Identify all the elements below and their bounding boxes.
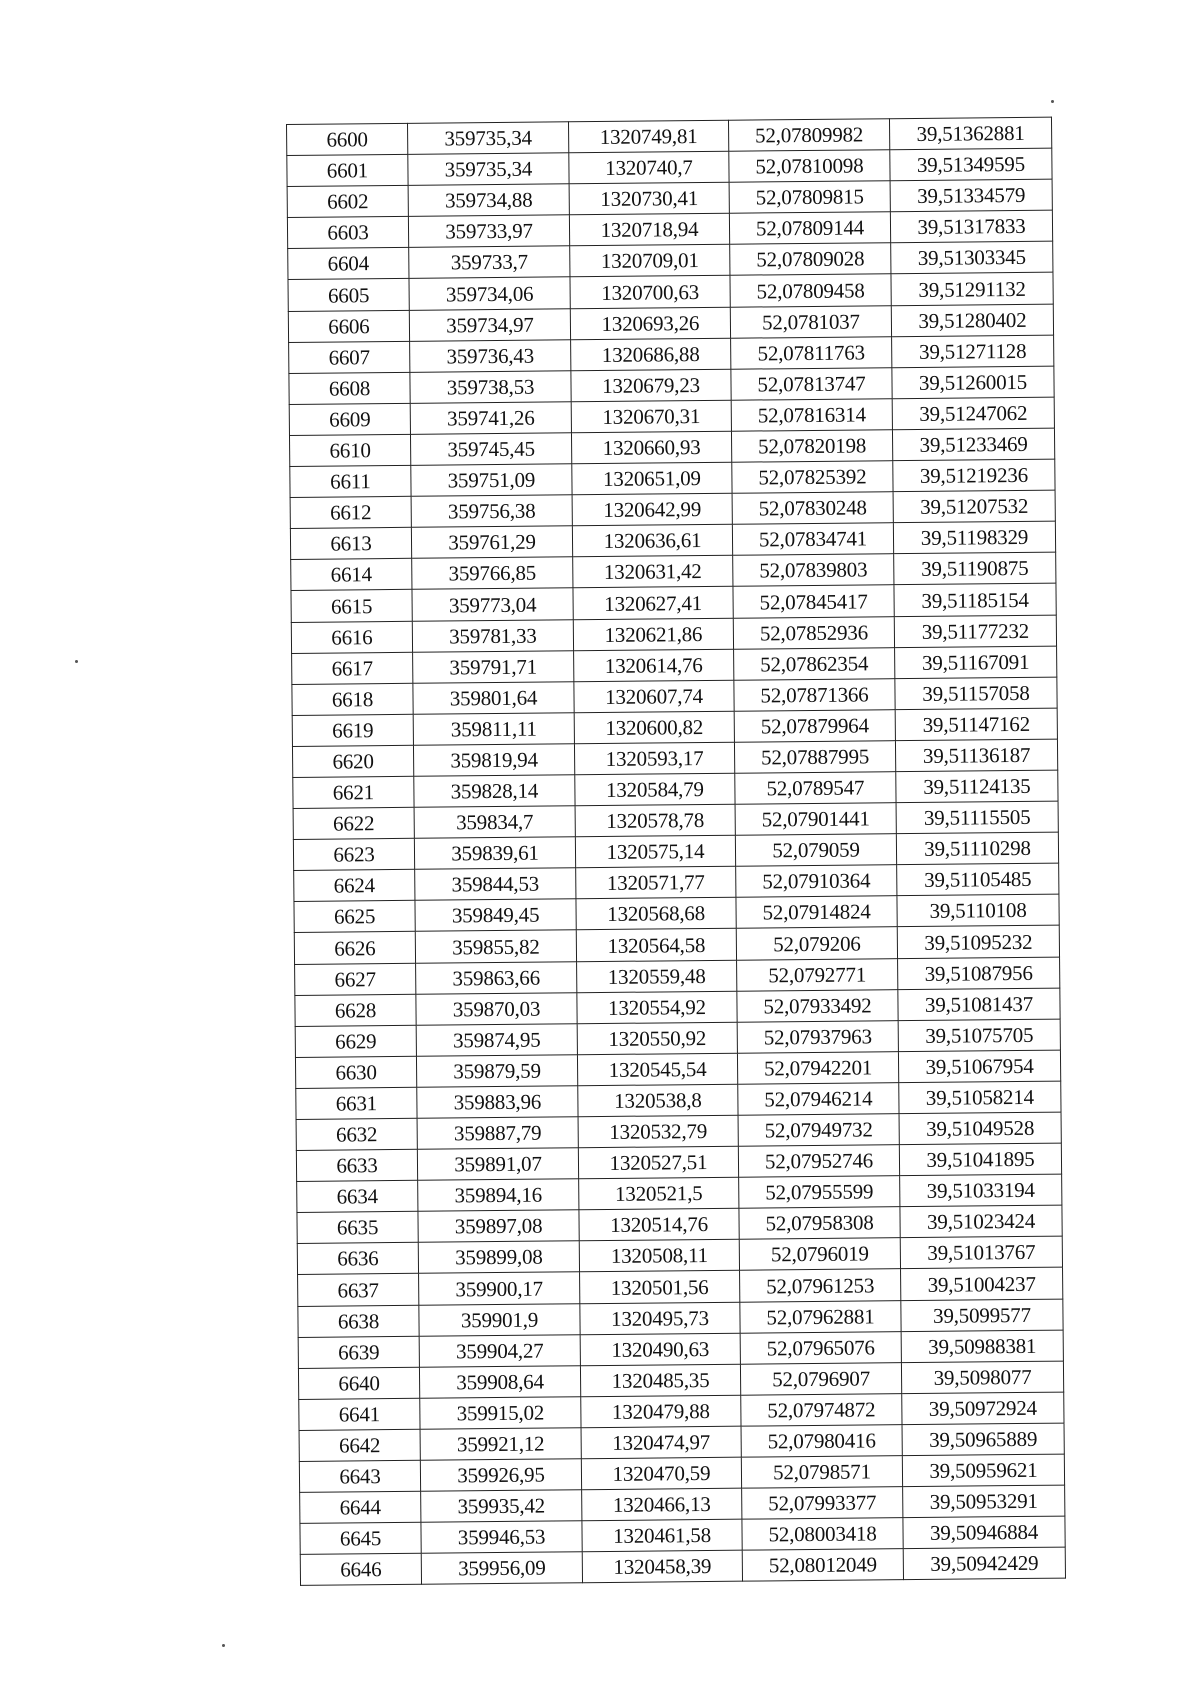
table-cell: 39,51177232 xyxy=(894,615,1056,648)
table-cell: 359870,03 xyxy=(416,992,577,1025)
table-cell: 52,07952746 xyxy=(738,1145,899,1178)
table-cell: 39,5110108 xyxy=(897,894,1059,927)
table-cell: 39,51303345 xyxy=(891,242,1053,275)
table-cell: 1320554,92 xyxy=(577,991,737,1024)
table-cell: 39,51247062 xyxy=(892,397,1054,430)
table-cell: 52,07816314 xyxy=(731,399,892,432)
table-cell: 52,07809144 xyxy=(729,212,890,245)
table-cell: 52,07993377 xyxy=(742,1487,903,1520)
table-cell: 39,51190875 xyxy=(894,552,1056,585)
table-cell: 39,51260015 xyxy=(892,366,1054,399)
table-cell: 39,51147162 xyxy=(895,708,1057,741)
table-cell: 1320730,41 xyxy=(569,182,729,215)
table-cell: 6602 xyxy=(287,186,408,218)
table-cell: 52,0781037 xyxy=(730,305,891,338)
table-cell: 52,07810098 xyxy=(729,150,890,183)
table-cell: 6619 xyxy=(292,714,413,746)
table-cell: 1320527,51 xyxy=(578,1146,738,1179)
table-cell: 6628 xyxy=(295,994,416,1026)
table-cell: 1320514,76 xyxy=(579,1208,739,1241)
table-cell: 359844,53 xyxy=(415,868,576,901)
scan-speck xyxy=(75,660,78,663)
table-cell: 1320607,74 xyxy=(574,680,734,713)
table-cell: 1320651,09 xyxy=(572,462,732,495)
table-cell: 39,50953291 xyxy=(903,1485,1065,1518)
table-cell: 6623 xyxy=(293,838,414,870)
table-cell: 6636 xyxy=(297,1243,418,1275)
table-cell: 52,07813747 xyxy=(731,367,892,400)
table-cell: 359734,06 xyxy=(409,277,570,310)
table-cell: 39,51105485 xyxy=(897,863,1059,896)
table-cell: 1320679,23 xyxy=(571,369,731,402)
table-cell: 1320621,86 xyxy=(573,618,733,651)
table-cell: 39,5098077 xyxy=(901,1361,1063,1394)
table-cell: 52,07933492 xyxy=(737,989,898,1022)
table-cell: 1320642,99 xyxy=(572,493,732,526)
table-cell: 6631 xyxy=(296,1087,417,1119)
table-cell: 1320718,94 xyxy=(569,214,729,247)
table-cell: 39,51362881 xyxy=(889,117,1051,150)
table-cell: 359751,09 xyxy=(411,464,572,497)
table-cell: 6607 xyxy=(289,341,410,373)
table-cell: 1320740,7 xyxy=(569,151,729,184)
table-cell: 6615 xyxy=(291,590,412,622)
table-cell: 359915,02 xyxy=(420,1397,581,1430)
table-cell: 359900,17 xyxy=(419,1272,580,1305)
table-cell: 1320600,82 xyxy=(574,711,734,744)
table-cell: 1320575,14 xyxy=(575,835,735,868)
table-cell: 6616 xyxy=(291,621,412,653)
table-cell: 1320479,88 xyxy=(581,1395,741,1428)
table-cell: 52,07809458 xyxy=(730,274,891,307)
table-cell: 359901,9 xyxy=(419,1303,580,1336)
table-cell: 359733,97 xyxy=(408,215,569,248)
table-cell: 1320686,88 xyxy=(571,338,731,371)
table-cell: 39,51115505 xyxy=(896,801,1058,834)
table-cell: 6624 xyxy=(294,870,415,902)
table-cell: 1320559,48 xyxy=(577,960,737,993)
table-cell: 359766,85 xyxy=(412,557,573,590)
table-cell: 52,07871366 xyxy=(734,678,895,711)
table-cell: 6645 xyxy=(300,1522,421,1554)
table-cell: 1320495,73 xyxy=(580,1302,740,1335)
table-cell: 1320670,31 xyxy=(571,400,731,433)
table-cell: 359828,14 xyxy=(414,775,575,808)
table-cell: 1320584,79 xyxy=(575,773,735,806)
table-cell: 52,07879964 xyxy=(734,709,895,742)
table-cell: 52,07820198 xyxy=(731,430,892,463)
table-cell: 39,51023424 xyxy=(900,1205,1062,1238)
table-cell: 359879,59 xyxy=(416,1055,577,1088)
table-cell: 52,07965076 xyxy=(740,1331,901,1364)
table-cell: 359935,42 xyxy=(421,1490,582,1523)
table-cell: 1320485,35 xyxy=(580,1364,740,1397)
table-cell: 6605 xyxy=(288,279,409,311)
table-cell: 39,51049528 xyxy=(899,1112,1061,1145)
table-cell: 39,51058214 xyxy=(899,1081,1061,1114)
table-cell: 1320614,76 xyxy=(574,649,734,682)
table-cell: 6643 xyxy=(299,1460,420,1492)
table-cell: 6620 xyxy=(292,745,413,777)
table-cell: 39,51087956 xyxy=(898,957,1060,990)
table-cell: 359908,64 xyxy=(419,1365,580,1398)
table-cell: 359781,33 xyxy=(412,619,573,652)
table-cell: 6604 xyxy=(288,248,409,280)
table-cell: 52,07955599 xyxy=(739,1176,900,1209)
table-cell: 359904,27 xyxy=(419,1334,580,1367)
table-cell: 39,50972924 xyxy=(902,1392,1064,1425)
table-cell: 359735,34 xyxy=(407,122,568,155)
table-cell: 39,50946884 xyxy=(903,1516,1065,1549)
table-cell: 6632 xyxy=(296,1118,417,1150)
table-cell: 39,51075705 xyxy=(898,1019,1060,1052)
table-cell: 359839,61 xyxy=(414,837,575,870)
table-cell: 6612 xyxy=(290,496,411,528)
table-cell: 6635 xyxy=(297,1212,418,1244)
table-cell: 1320700,63 xyxy=(570,276,730,309)
table-cell: 359883,96 xyxy=(417,1086,578,1119)
table-cell: 6606 xyxy=(288,310,409,342)
table-cell: 6600 xyxy=(287,123,408,155)
table-cell: 52,07910364 xyxy=(736,865,897,898)
table-cell: 6626 xyxy=(294,932,415,964)
table-cell: 52,07961253 xyxy=(740,1269,901,1302)
table-cell: 52,0796907 xyxy=(740,1362,901,1395)
table-cell: 1320474,97 xyxy=(581,1426,741,1459)
table-cell: 1320458,39 xyxy=(582,1550,742,1583)
table-cell: 6609 xyxy=(289,403,410,435)
table-cell: 6640 xyxy=(298,1367,419,1399)
table-cell: 52,07946214 xyxy=(738,1083,899,1116)
table-cell: 359956,09 xyxy=(421,1552,582,1585)
table-cell: 52,07834741 xyxy=(732,523,893,556)
table-cell: 52,07811763 xyxy=(731,336,892,369)
table-cell: 1320709,01 xyxy=(570,245,730,278)
table-cell: 52,0796019 xyxy=(739,1238,900,1271)
table-cell: 39,51280402 xyxy=(891,304,1053,337)
table-cell: 1320693,26 xyxy=(570,307,730,340)
table-cell: 39,51013767 xyxy=(900,1236,1062,1269)
table-cell: 1320631,42 xyxy=(573,556,733,589)
table-cell: 39,51157058 xyxy=(895,677,1057,710)
table-cell: 6637 xyxy=(298,1274,419,1306)
table-cell: 359811,11 xyxy=(413,713,574,746)
table-cell: 39,51081437 xyxy=(898,988,1060,1021)
table-cell: 39,50988381 xyxy=(901,1330,1063,1363)
table-cell: 1320660,93 xyxy=(571,431,731,464)
table-cell: 1320470,59 xyxy=(581,1457,741,1490)
table-cell: 6613 xyxy=(290,528,411,560)
table-cell: 1320545,54 xyxy=(577,1053,737,1086)
table-cell: 52,07809982 xyxy=(728,119,889,152)
table-cell: 39,51334579 xyxy=(890,179,1052,212)
table-cell: 39,51067954 xyxy=(898,1050,1060,1083)
table-cell: 39,51110298 xyxy=(896,832,1058,865)
table-cell: 52,07937963 xyxy=(737,1020,898,1053)
table-cell: 39,51207532 xyxy=(893,490,1055,523)
table-cell: 52,07862354 xyxy=(734,647,895,680)
table-cell: 359874,95 xyxy=(416,1023,577,1056)
table-cell: 52,0792771 xyxy=(737,958,898,991)
table-cell: 52,0798571 xyxy=(741,1456,902,1489)
table-cell: 6646 xyxy=(300,1554,421,1586)
table-cell: 6638 xyxy=(298,1305,419,1337)
table-cell: 6601 xyxy=(287,154,408,186)
table-cell: 6621 xyxy=(293,776,414,808)
table-cell: 6641 xyxy=(299,1398,420,1430)
table-cell: 6630 xyxy=(295,1056,416,1088)
table-cell: 39,51198329 xyxy=(893,521,1055,554)
table-cell: 359894,16 xyxy=(418,1179,579,1212)
table-cell: 359819,94 xyxy=(413,744,574,777)
table-cell: 1320636,61 xyxy=(572,524,732,557)
table-cell: 359801,64 xyxy=(413,681,574,714)
table-cell: 39,51219236 xyxy=(893,459,1055,492)
table-cell: 52,08003418 xyxy=(742,1518,903,1551)
table-cell: 1320532,79 xyxy=(578,1115,738,1148)
scan-speck xyxy=(1051,100,1054,103)
table-cell: 359735,34 xyxy=(408,153,569,186)
table-cell: 39,50959621 xyxy=(902,1454,1064,1487)
table-cell: 39,50965889 xyxy=(902,1423,1064,1456)
table-cell: 52,07852936 xyxy=(733,616,894,649)
table-cell: 39,51317833 xyxy=(890,210,1052,243)
table-cell: 52,07942201 xyxy=(737,1051,898,1084)
table-cell: 39,51004237 xyxy=(901,1268,1063,1301)
table-cell: 359736,43 xyxy=(410,339,571,372)
table-cell: 6633 xyxy=(296,1149,417,1181)
table-cell: 52,07825392 xyxy=(732,461,893,494)
table-cell: 1320521,5 xyxy=(579,1177,739,1210)
table-cell: 39,5099577 xyxy=(901,1299,1063,1332)
table-cell: 1320593,17 xyxy=(574,742,734,775)
table-cell: 359849,45 xyxy=(415,899,576,932)
table-row xyxy=(300,1547,1065,1585)
table-cell: 52,07839803 xyxy=(733,554,894,587)
table-cell: 39,51041895 xyxy=(899,1143,1061,1176)
table-cell: 6617 xyxy=(292,652,413,684)
table-cell: 52,07809815 xyxy=(729,181,890,214)
table-cell: 6608 xyxy=(289,372,410,404)
table-cell: 39,51124135 xyxy=(896,770,1058,803)
table-cell: 52,07809028 xyxy=(730,243,891,276)
coordinates-table xyxy=(286,117,1066,1587)
table-cell: 6611 xyxy=(290,465,411,497)
table-cell: 52,079059 xyxy=(735,834,896,867)
table-cell: 39,51095232 xyxy=(897,926,1059,959)
table-cell: 52,07887995 xyxy=(734,741,895,774)
table-cell: 6610 xyxy=(289,434,410,466)
table-cell: 359891,07 xyxy=(417,1148,578,1181)
table-cell: 6629 xyxy=(295,1025,416,1057)
table-cell: 359897,08 xyxy=(418,1210,579,1243)
table-cell: 359738,53 xyxy=(410,371,571,404)
table-cell: 39,51349595 xyxy=(890,148,1052,181)
table-cell: 1320466,13 xyxy=(582,1488,742,1521)
table-cell: 52,07830248 xyxy=(732,492,893,525)
table-cell: 1320550,92 xyxy=(577,1022,737,1055)
table-cell: 52,079206 xyxy=(736,927,897,960)
table-cell: 359745,45 xyxy=(410,433,571,466)
table-cell: 52,07914824 xyxy=(736,896,897,929)
table-cell: 6627 xyxy=(295,963,416,995)
table-cell: 359834,7 xyxy=(414,806,575,839)
table-cell: 39,51136187 xyxy=(895,739,1057,772)
table-cell: 6614 xyxy=(291,559,412,591)
table-cell: 359733,7 xyxy=(409,246,570,279)
table-cell: 359734,88 xyxy=(408,184,569,217)
coordinates-table-body xyxy=(287,117,1066,1586)
table-cell: 359863,66 xyxy=(416,961,577,994)
table-cell: 39,51167091 xyxy=(895,646,1057,679)
table-cell: 52,07980416 xyxy=(741,1425,902,1458)
table-cell: 359899,08 xyxy=(418,1241,579,1274)
table-cell: 1320564,58 xyxy=(576,929,736,962)
table-cell: 1320501,56 xyxy=(580,1271,740,1304)
table-cell: 359926,95 xyxy=(420,1459,581,1492)
table-cell: 6634 xyxy=(297,1180,418,1212)
table-cell: 359791,71 xyxy=(413,650,574,683)
table-cell: 6603 xyxy=(287,217,408,249)
table-cell: 359761,29 xyxy=(411,526,572,559)
table-cell: 6644 xyxy=(300,1491,421,1523)
scan-speck xyxy=(222,1644,225,1647)
table-cell: 359921,12 xyxy=(420,1428,581,1461)
table-cell: 1320461,58 xyxy=(582,1519,742,1552)
table-cell: 1320627,41 xyxy=(573,587,733,620)
table-cell: 359946,53 xyxy=(421,1521,582,1554)
table-cell: 1320568,68 xyxy=(576,898,736,931)
table-cell: 52,07974872 xyxy=(741,1393,902,1426)
table-cell: 359773,04 xyxy=(412,588,573,621)
table-cell: 39,50942429 xyxy=(903,1547,1065,1580)
table-cell: 52,07958308 xyxy=(739,1207,900,1240)
table-cell: 6639 xyxy=(298,1336,419,1368)
table-cell: 6625 xyxy=(294,901,415,933)
table-cell: 359887,79 xyxy=(417,1117,578,1150)
table-cell: 52,07845417 xyxy=(733,585,894,618)
table-cell: 52,07962881 xyxy=(740,1300,901,1333)
table-cell: 52,08012049 xyxy=(742,1549,903,1582)
table-cell: 6618 xyxy=(292,683,413,715)
table-cell: 39,51033194 xyxy=(900,1174,1062,1207)
table-cell: 39,51291132 xyxy=(891,273,1053,306)
table-cell: 1320538,8 xyxy=(578,1084,738,1117)
table-cell: 1320578,78 xyxy=(575,804,735,837)
table-cell: 6622 xyxy=(293,807,414,839)
table-cell: 39,51233469 xyxy=(892,428,1054,461)
table-cell: 52,07949732 xyxy=(738,1114,899,1147)
table-cell: 359855,82 xyxy=(415,930,576,963)
table-cell: 39,51185154 xyxy=(894,584,1056,617)
table-cell: 1320571,77 xyxy=(576,866,736,899)
table-cell: 1320749,81 xyxy=(568,120,728,153)
table-cell: 1320490,63 xyxy=(580,1333,740,1366)
table-cell: 52,07901441 xyxy=(735,803,896,836)
table-cell: 52,0789547 xyxy=(735,772,896,805)
table-cell: 39,51271128 xyxy=(892,335,1054,368)
table-cell: 1320508,11 xyxy=(579,1240,739,1273)
table-cell: 359734,97 xyxy=(409,308,570,341)
table-cell: 359756,38 xyxy=(411,495,572,528)
table-cell: 359741,26 xyxy=(410,402,571,435)
table-cell: 6642 xyxy=(299,1429,420,1461)
